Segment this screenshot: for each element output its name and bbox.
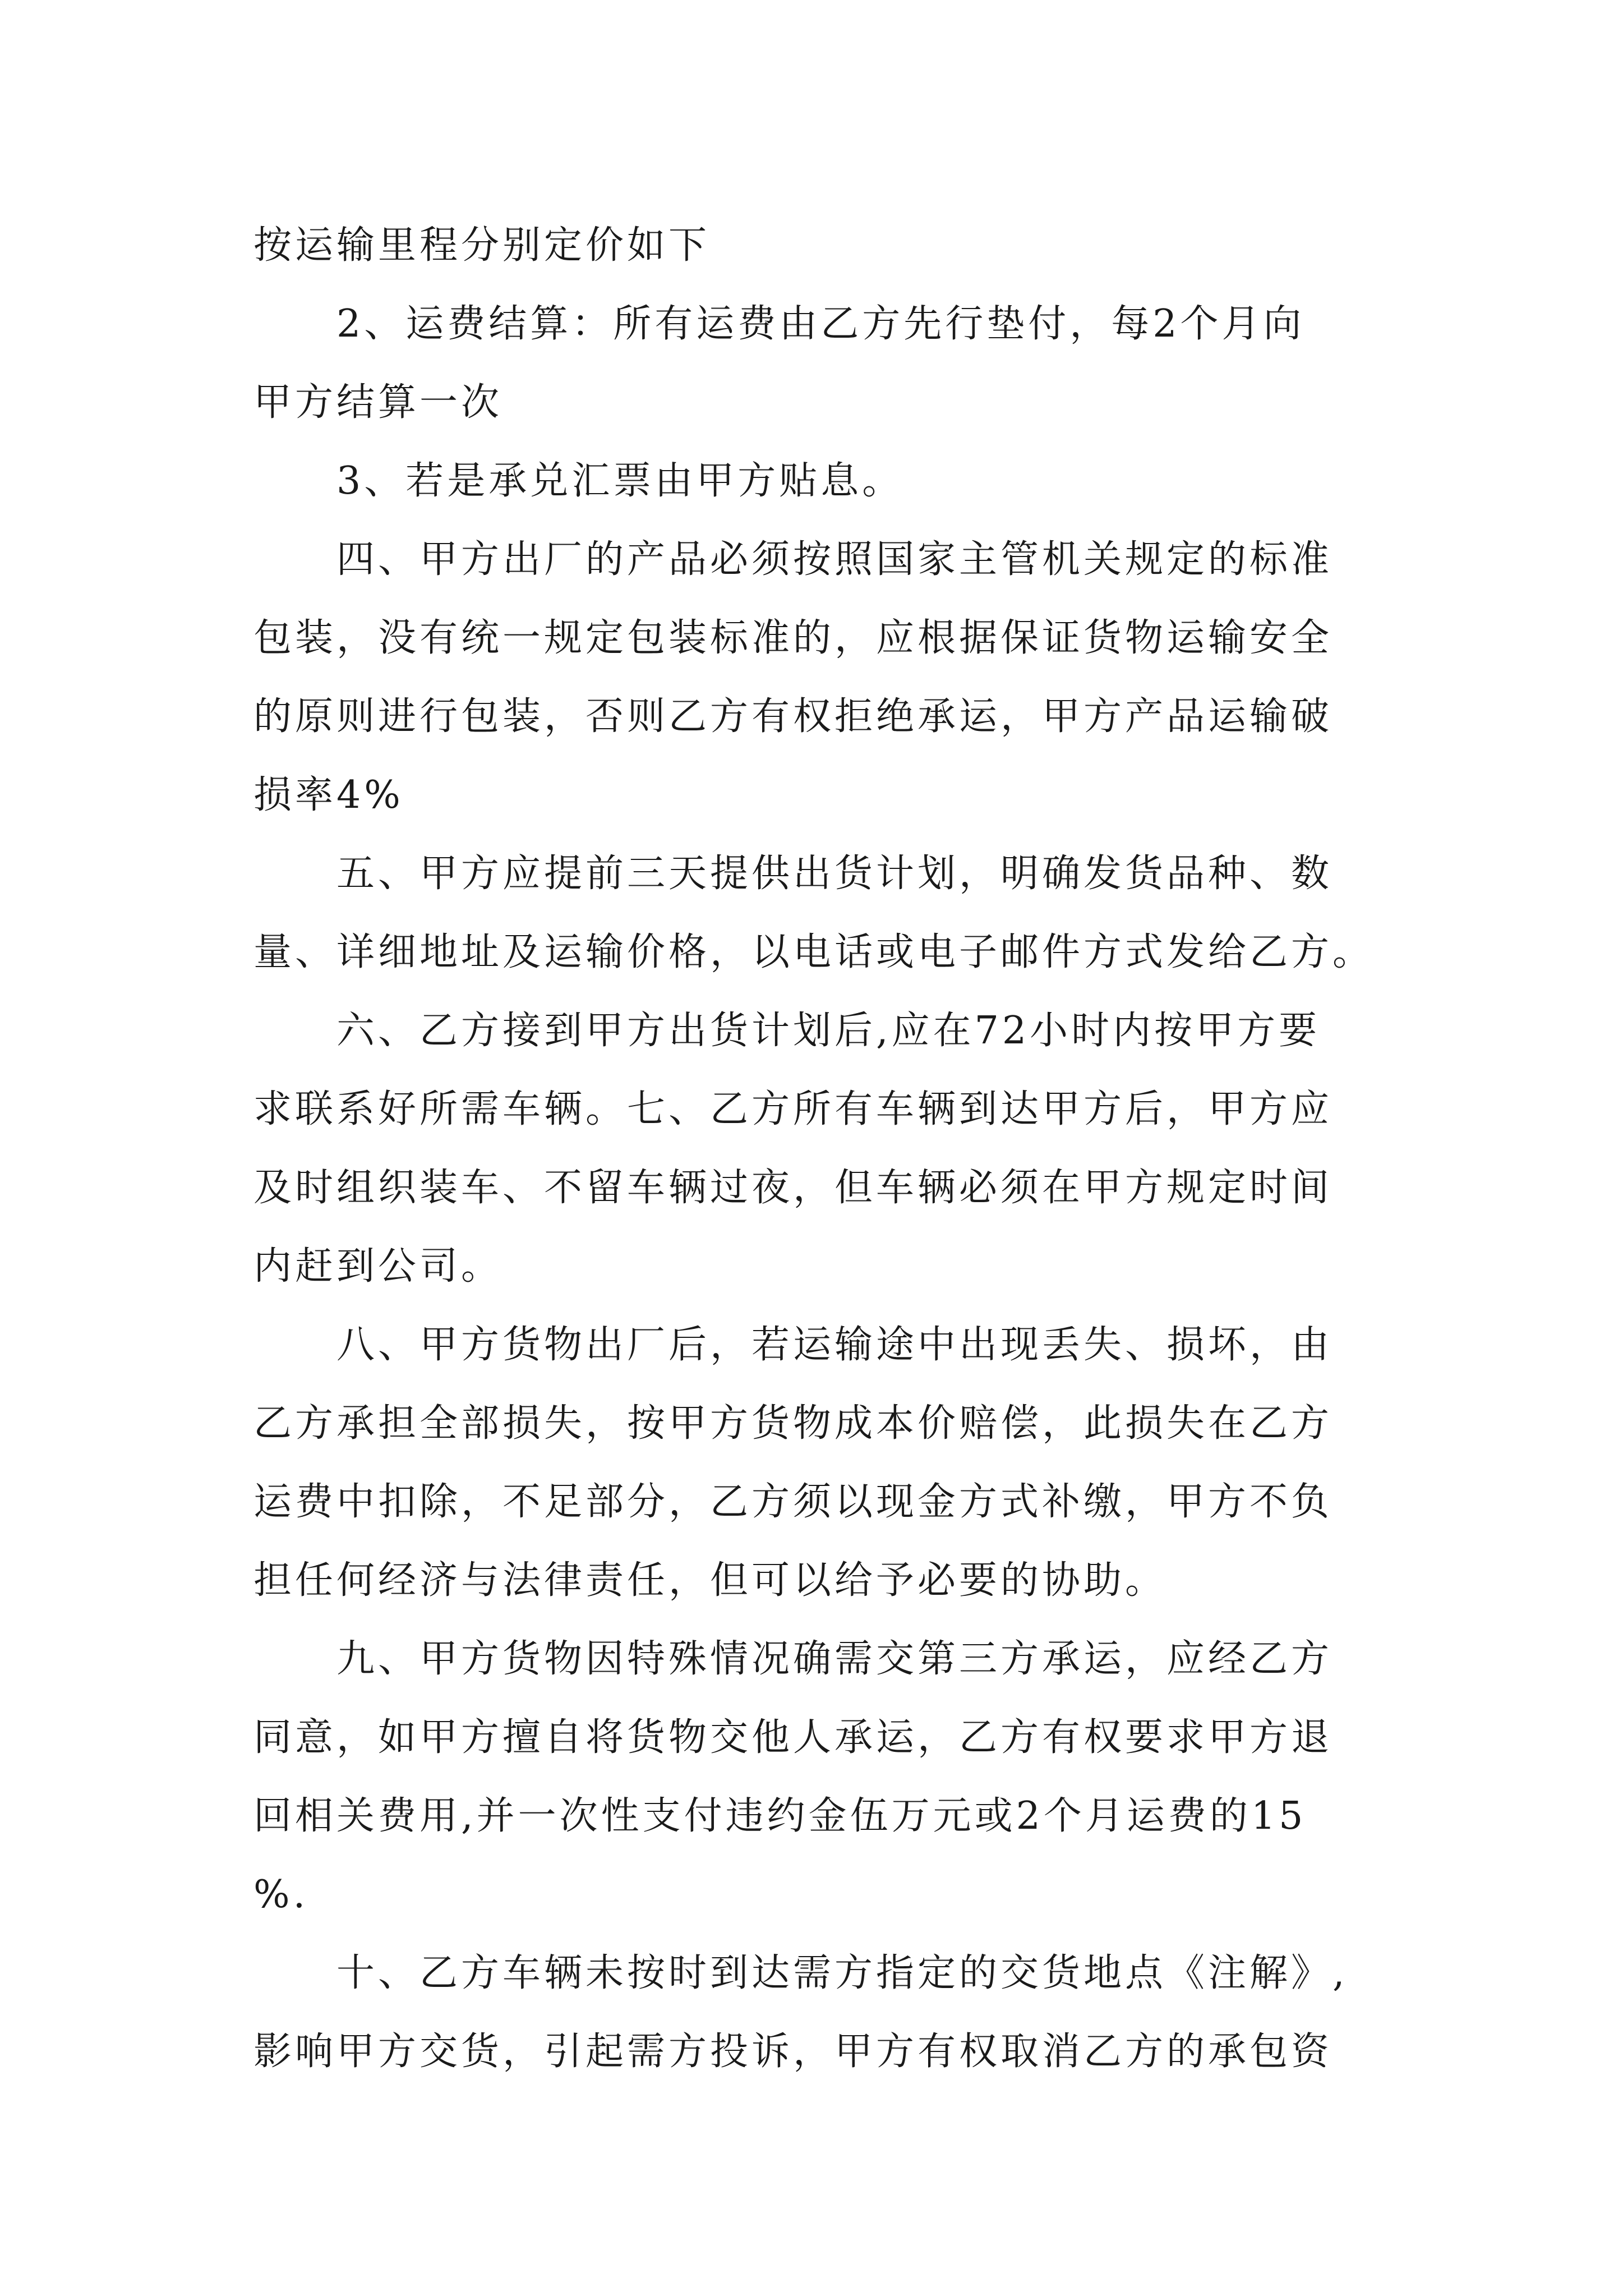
text-line: 损率4%	[253, 773, 404, 817]
paragraph-10-late-arrival	[253, 1934, 1392, 2091]
text-line: 五、甲方应提前三天提供出货计划，明确发货品种、数	[336, 852, 1333, 896]
paragraph-2-freight-settlement	[253, 285, 1392, 442]
text-line: 内赶到公司。	[253, 1244, 503, 1289]
paragraph-pricing	[253, 206, 1392, 285]
text-line: 按运输里程分别定价如下	[253, 223, 711, 268]
text-line: 2、运费结算：所有运费由乙方先行垫付，每2个月向	[336, 302, 1305, 346]
text-line: 3、若是承兑汇票由甲方贴息。	[336, 459, 904, 503]
text-line: 回相关费用,并一次性支付违约金伍万元或2个月运费的15	[253, 1794, 1307, 1838]
text-line: 运费中扣除，不足部分，乙方须以现金方式补缴，甲方不负	[253, 1480, 1333, 1524]
paragraph-8-loss-damage	[253, 1306, 1392, 1620]
text-line: 甲方结算一次	[253, 380, 503, 425]
text-line: 八、甲方货物出厂后，若运输途中出现丢失、损坏，由	[336, 1323, 1333, 1367]
text-line: 四、甲方出厂的产品必须按照国家主管机关规定的标准	[336, 537, 1333, 582]
body-text	[253, 206, 1392, 2091]
paragraph-9-third-party	[253, 1620, 1392, 1934]
text-line: 同意，如甲方擅自将货物交他人承运，乙方有权要求甲方退	[253, 1715, 1333, 1760]
paragraph-3-acceptance-bill	[253, 442, 1392, 521]
text-line: 担任何经济与法律责任，但可以给予必要的协助。	[253, 1558, 1167, 1603]
paragraph-6-7-vehicles	[253, 992, 1392, 1306]
text-line: 十、乙方车辆未按时到达需方指定的交货地点《注解》,	[336, 1951, 1348, 1995]
text-line: 九、甲方货物因特殊情况确需交第三方承运，应经乙方	[336, 1637, 1333, 1681]
text-line: 影响甲方交货，引起需方投诉，甲方有权取消乙方的承包资	[253, 2030, 1333, 2074]
text-line: 及时组织装车、不留车辆过夜，但车辆必须在甲方规定时间	[253, 1166, 1333, 1210]
text-line: %.	[253, 1872, 309, 1917]
text-line: 乙方承担全部损失，按甲方货物成本价赔偿，此损失在乙方	[253, 1401, 1333, 1446]
text-line: 量、详细地址及运输价格，以电话或电子邮件方式发给乙方。	[253, 930, 1375, 974]
text-line: 的原则进行包装，否则乙方有权拒绝承运，甲方产品运输破	[253, 694, 1333, 739]
text-line: 六、乙方接到甲方出货计划后,应在72小时内按甲方要	[336, 1009, 1321, 1053]
text-line: 求联系好所需车辆。七、乙方所有车辆到达甲方后，甲方应	[253, 1087, 1333, 1131]
paragraph-4-packaging	[253, 521, 1392, 835]
text-line: 包装，没有统一规定包装标准的，应根据保证货物运输安全	[253, 616, 1333, 660]
paragraph-5-shipping-plan	[253, 835, 1392, 992]
